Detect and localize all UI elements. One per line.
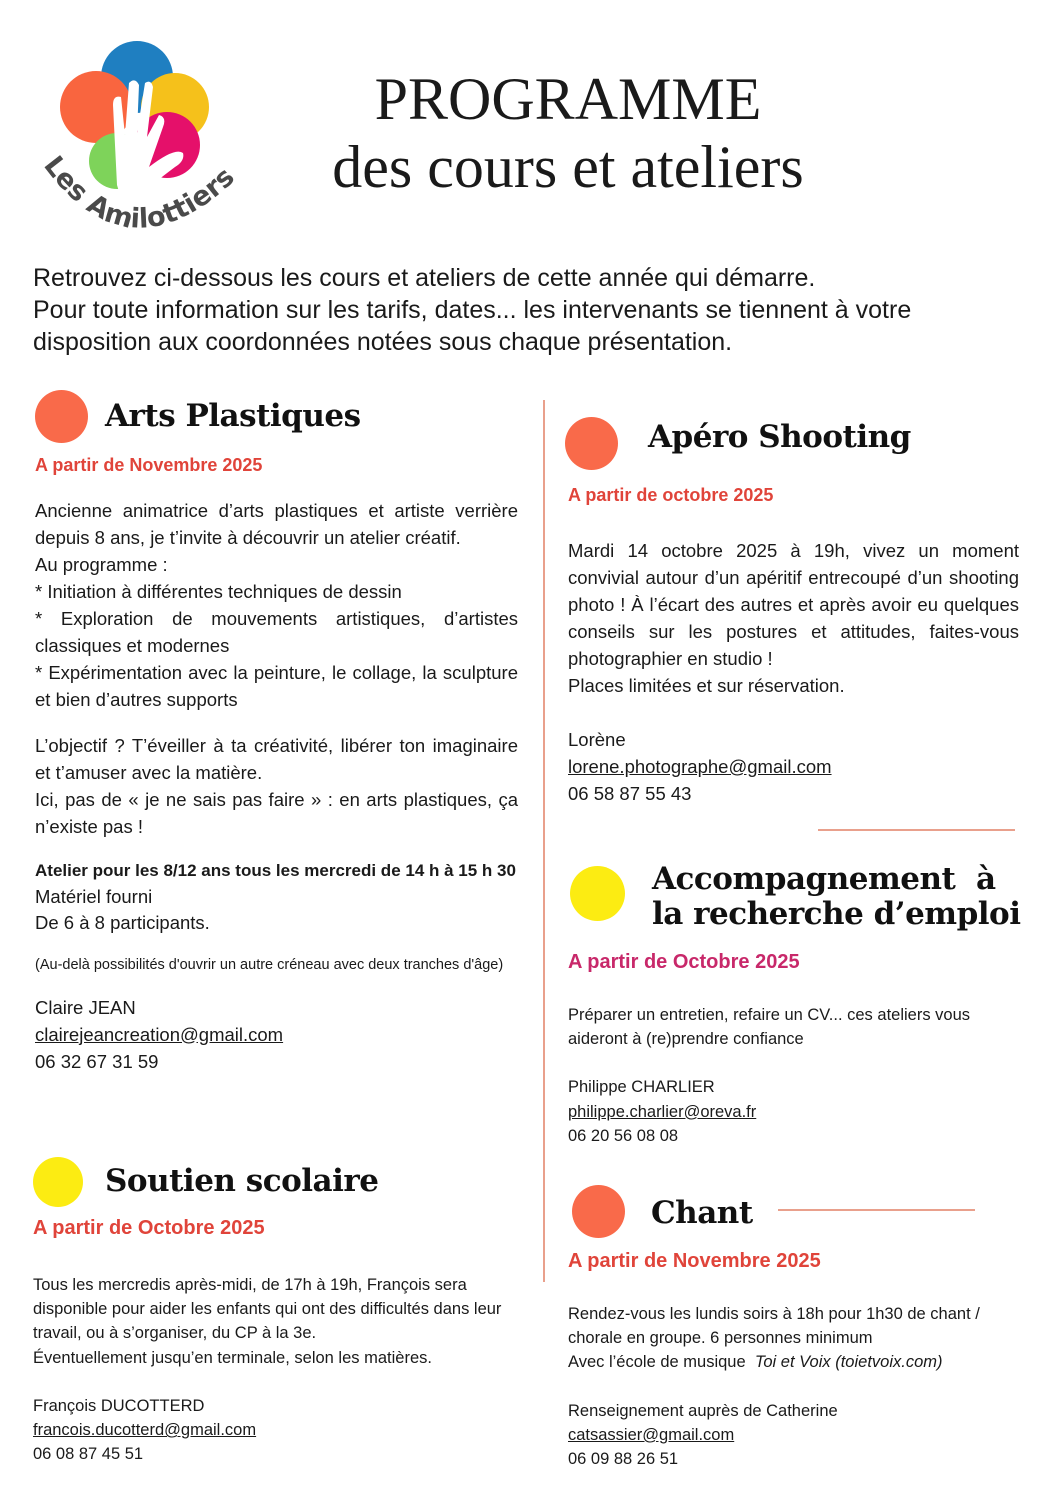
bullet-circle-icon	[35, 390, 88, 443]
contact-email-link[interactable]: lorene.photographe@gmail.com	[568, 756, 832, 777]
participants-text: De 6 à 8 participants.	[35, 911, 210, 933]
section-title-apero: Apéro Shooting	[648, 419, 911, 455]
section-divider	[818, 829, 1015, 831]
section-title-soutien: Soutien scolaire	[105, 1163, 379, 1199]
text-line: L’objectif ? T’éveiller à ta créativité, libérer ton imaginaire et t’amuser avec la matière.	[35, 734, 518, 783]
contact-phone: 06 08 87 45 51	[33, 1445, 144, 1464]
text-line: Ancienne animatrice d’arts plastiques et artiste verrière depuis 8 ans, je t’invite à découvrir un atelier créatif.	[35, 500, 518, 548]
intro-line: Pour toute information sur les tarifs, dates... les intervenants se tiennent à votre disposition aux coordonnées notées sous chaque présentation.	[33, 296, 912, 356]
intro-line: Retrouvez ci-dessous les cours et ateliers de cette année qui démarre.	[33, 264, 816, 292]
text-line: Rendez-vous les lundis soirs à 18h pour 1h30 de chant / chorale en groupe. 6 personnes minimum	[568, 1305, 980, 1348]
contact-name: Claire JEAN	[35, 996, 136, 1018]
contact-name: Lorène	[568, 729, 626, 750]
text-line: * Exploration de mouvements artistiques, d’artistes classiques et modernes	[35, 608, 518, 656]
text-line: Au programme :	[35, 554, 168, 575]
note-text: (Au-delà possibilités d'ouvrir un autre créneau avec deux tranches d'âge)	[35, 956, 504, 973]
title-line: Accompagnement à	[652, 861, 996, 897]
contact-name: Renseignement auprès de Catherine	[568, 1401, 838, 1420]
contact-name: François DUCOTTERD	[33, 1396, 205, 1415]
start-date-emploi: A partir de Octobre 2025	[568, 951, 800, 973]
contact-name: Philippe CHARLIER	[568, 1078, 715, 1097]
contact-email-link[interactable]: catsassier@gmail.com	[568, 1425, 735, 1444]
start-date-chant: A partir de Novembre 2025	[568, 1250, 821, 1272]
section-body-emploi	[568, 1003, 1013, 1148]
start-date-arts: A partir de Novembre 2025	[35, 455, 263, 475]
section-body-apero	[568, 537, 1019, 807]
text-line: Places limitées et sur réservation.	[568, 675, 845, 696]
section-body-chant	[568, 1302, 1018, 1471]
text-line: Ici, pas de « je ne sais pas faire » : en arts plastiques, ça n’existe pas !	[35, 788, 518, 837]
contact-phone: 06 20 56 08 08	[568, 1126, 679, 1145]
text-line: Éventuellement jusqu’en terminale, selon les matières.	[33, 1348, 432, 1367]
contact-phone: 06 32 67 31 59	[35, 1050, 159, 1072]
bullet-circle-icon	[570, 866, 625, 921]
text-line	[568, 1350, 1018, 1374]
bullet-circle-icon	[33, 1157, 83, 1207]
text-line: Préparer un entretien, refaire un CV... ces ateliers vous aideront à (re)prendre confiance	[568, 1006, 971, 1049]
text-line	[35, 713, 518, 732]
text-line: * Expérimentation avec la peinture, le collage, la sculpture et bien d’autres supports	[35, 662, 518, 710]
text-line: Tous les mercredis après-midi, de 17h à 19h, François sera disponible pour aider les enfants qui ont des difficultés dans leur travail, ou à s’organiser, du CP à la 3e.	[33, 1276, 502, 1343]
start-date-apero: A partir de octobre 2025	[568, 485, 774, 505]
page-title: PROGRAMME	[374, 66, 762, 132]
section-title-chant: Chant	[651, 1195, 753, 1231]
contact-email-link[interactable]: clairejeancreation@gmail.com	[35, 1023, 284, 1045]
section-title-arts: Arts Plastiques	[105, 398, 361, 434]
column-divider	[543, 400, 545, 1282]
page-subtitle: des cours et ateliers	[332, 134, 804, 200]
contact-email-link[interactable]: francois.ducotterd@gmail.com	[33, 1421, 257, 1440]
start-date-soutien: A partir de Octobre 2025	[33, 1217, 265, 1239]
section-title-emploi	[652, 862, 1021, 932]
schedule-text: Atelier pour les 8/12 ans tous les mercredi de 14 h à 15 h 30	[35, 860, 516, 880]
bullet-circle-icon	[565, 417, 618, 470]
school-name: Toi et Voix (toietvoix.com)	[754, 1353, 943, 1372]
bullet-circle-icon	[572, 1185, 625, 1238]
section-body-arts	[35, 497, 518, 1075]
text-span: Avec l’école de musique	[568, 1353, 751, 1372]
contact-phone: 06 58 87 55 43	[568, 783, 692, 804]
contact-phone: 06 09 88 26 51	[568, 1450, 679, 1469]
logo-text: Les Amilottiers	[37, 150, 241, 235]
material-text: Matériel fourni	[35, 885, 153, 907]
section-body-soutien	[33, 1273, 513, 1466]
title-line: la recherche d’emploi	[652, 896, 1021, 932]
text-line: * Initiation à différentes techniques de dessin	[35, 581, 402, 602]
section-divider	[778, 1209, 975, 1211]
intro-text	[33, 262, 1033, 358]
text-line: Mardi 14 octobre 2025 à 19h, vivez un moment convivial autour d’un apéritif entrecoupé d’un shooting photo ! À l’écart des autres et après avoir eu quelques conseils sur les postures et attitudes, faites-vous photographier en studio !	[568, 540, 1019, 669]
contact-email-link[interactable]: philippe.charlier@oreva.fr	[568, 1102, 757, 1121]
